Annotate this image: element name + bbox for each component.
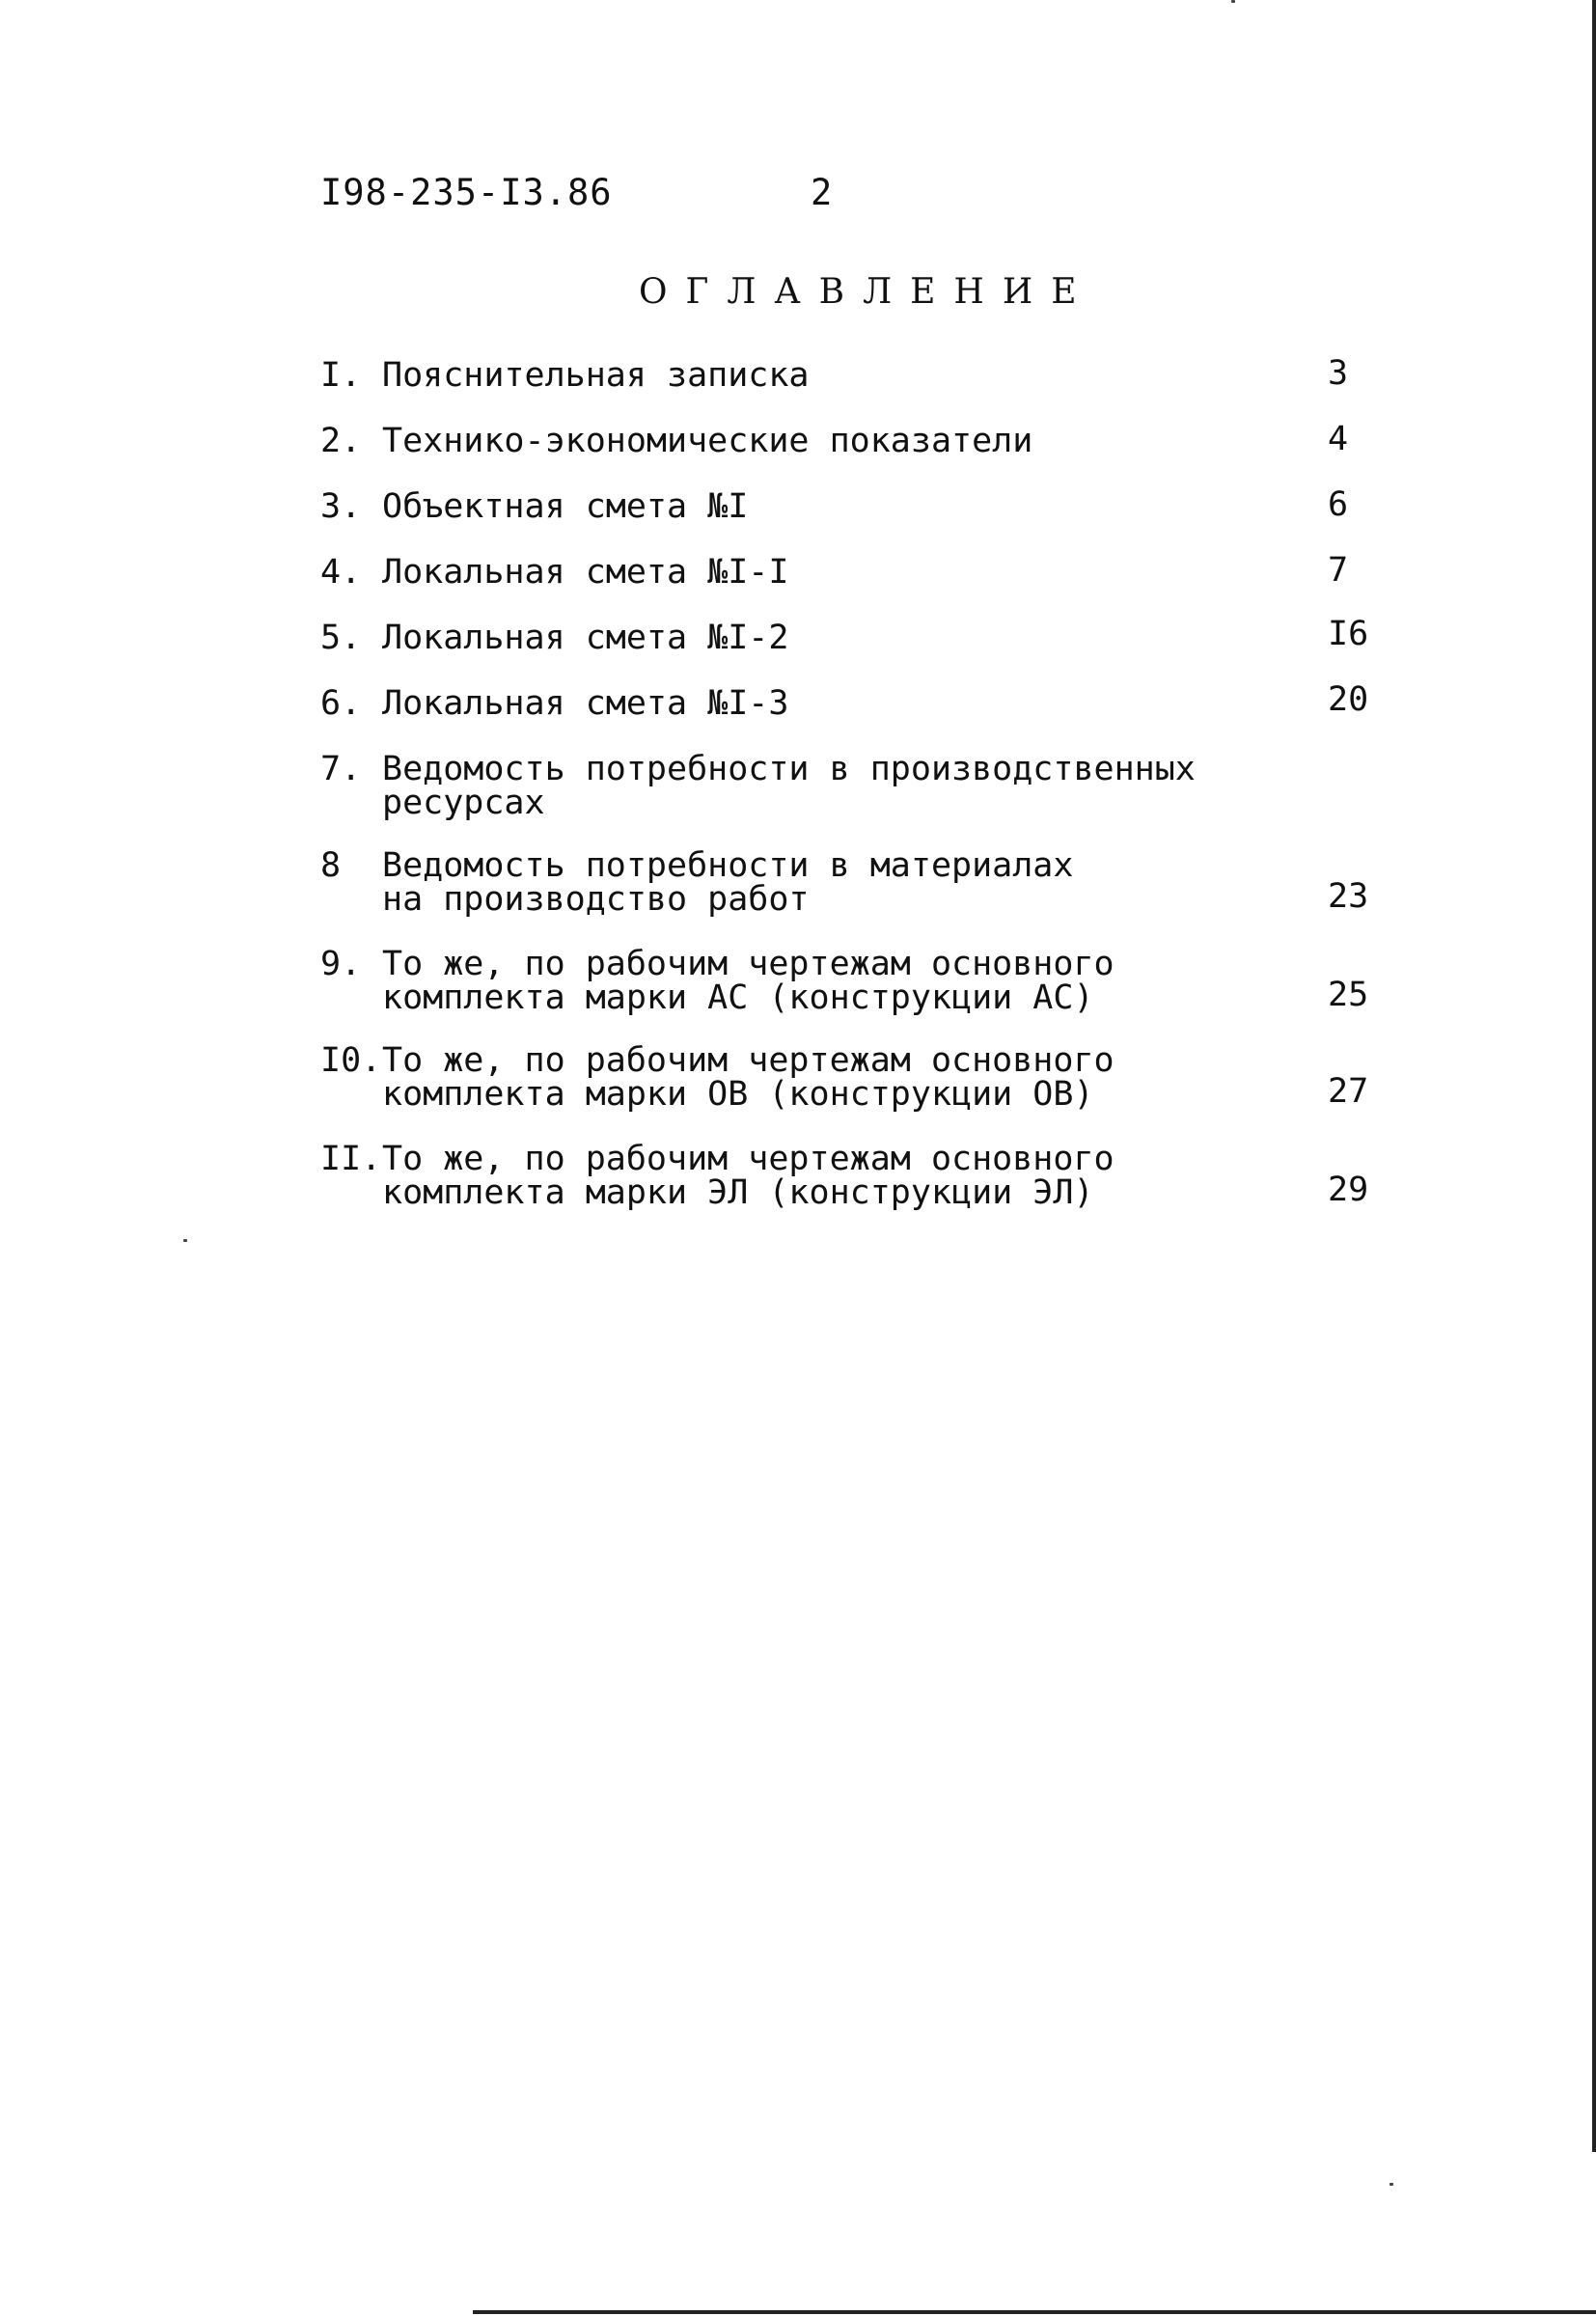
page-title: ОГЛАВЛЕНИЕ [639,272,1095,312]
toc-entry-title: Объектная смета №I [382,487,749,526]
toc-entry-page: 25 [1328,976,1369,1014]
scan-edge-bottom [473,2310,1596,2314]
toc-entry-title: Локальная смета №I-3 [382,684,789,723]
scan-speck [1390,2183,1393,2186]
toc-entry-page: 27 [1328,1072,1369,1111]
toc-entry-title: То же, по рабочим чертежам основного комплекта марки ЭЛ (конструкции ЭЛ) [382,1140,1114,1212]
toc-entry-page: 20 [1328,680,1369,719]
toc-entry-title: То же, по рабочим чертежам основного комплекта марки АС (конструкции АС) [382,945,1114,1017]
toc-entry-page: 4 [1328,420,1349,458]
scan-speck [1231,0,1235,3]
toc-entry-title: То же, по рабочим чертежам основного комплекта марки ОВ (конструкции ОВ) [382,1041,1114,1114]
toc-entry-title: Пояснительная записка [382,356,810,395]
scan-edge-right [1592,0,1596,2152]
toc-entry-number: 5. [320,619,362,657]
toc-entry-number: 7. [320,750,362,788]
toc-entry-number: 4. [320,553,362,592]
page-number: 2 [811,172,833,213]
toc-entry-page: 6 [1328,485,1349,524]
toc-entry-number: I0. [320,1041,382,1080]
toc-entry-page: 7 [1328,551,1349,590]
toc-entry-number: 8 [320,846,342,885]
toc-entry-title: Локальная смета №I-2 [382,619,789,657]
toc-entry-page: 3 [1328,354,1349,393]
toc-entry-number: 6. [320,684,362,723]
scan-speck [183,1239,187,1242]
toc-entry-title: Локальная смета №I-I [382,553,789,592]
toc-entry-number: II. [320,1140,382,1178]
toc-entry-number: 3. [320,487,362,526]
toc-entry-number: I. [320,356,362,395]
toc-entry-page: 23 [1328,877,1369,916]
toc-entry-number: 2. [320,422,362,460]
toc-entry-title: Ведомость потребности в производственных ресурсах [382,750,1196,822]
toc-entry-title: Технико-экономические показатели [382,422,1033,460]
toc-entry-page: 29 [1328,1171,1369,1209]
toc-entry-title: Ведомость потребности в материалах на производство работ [382,846,1074,919]
toc-entry-page: I6 [1328,615,1369,653]
document-code: I98-235-I3.86 [320,172,613,213]
toc-entry-number: 9. [320,945,362,983]
